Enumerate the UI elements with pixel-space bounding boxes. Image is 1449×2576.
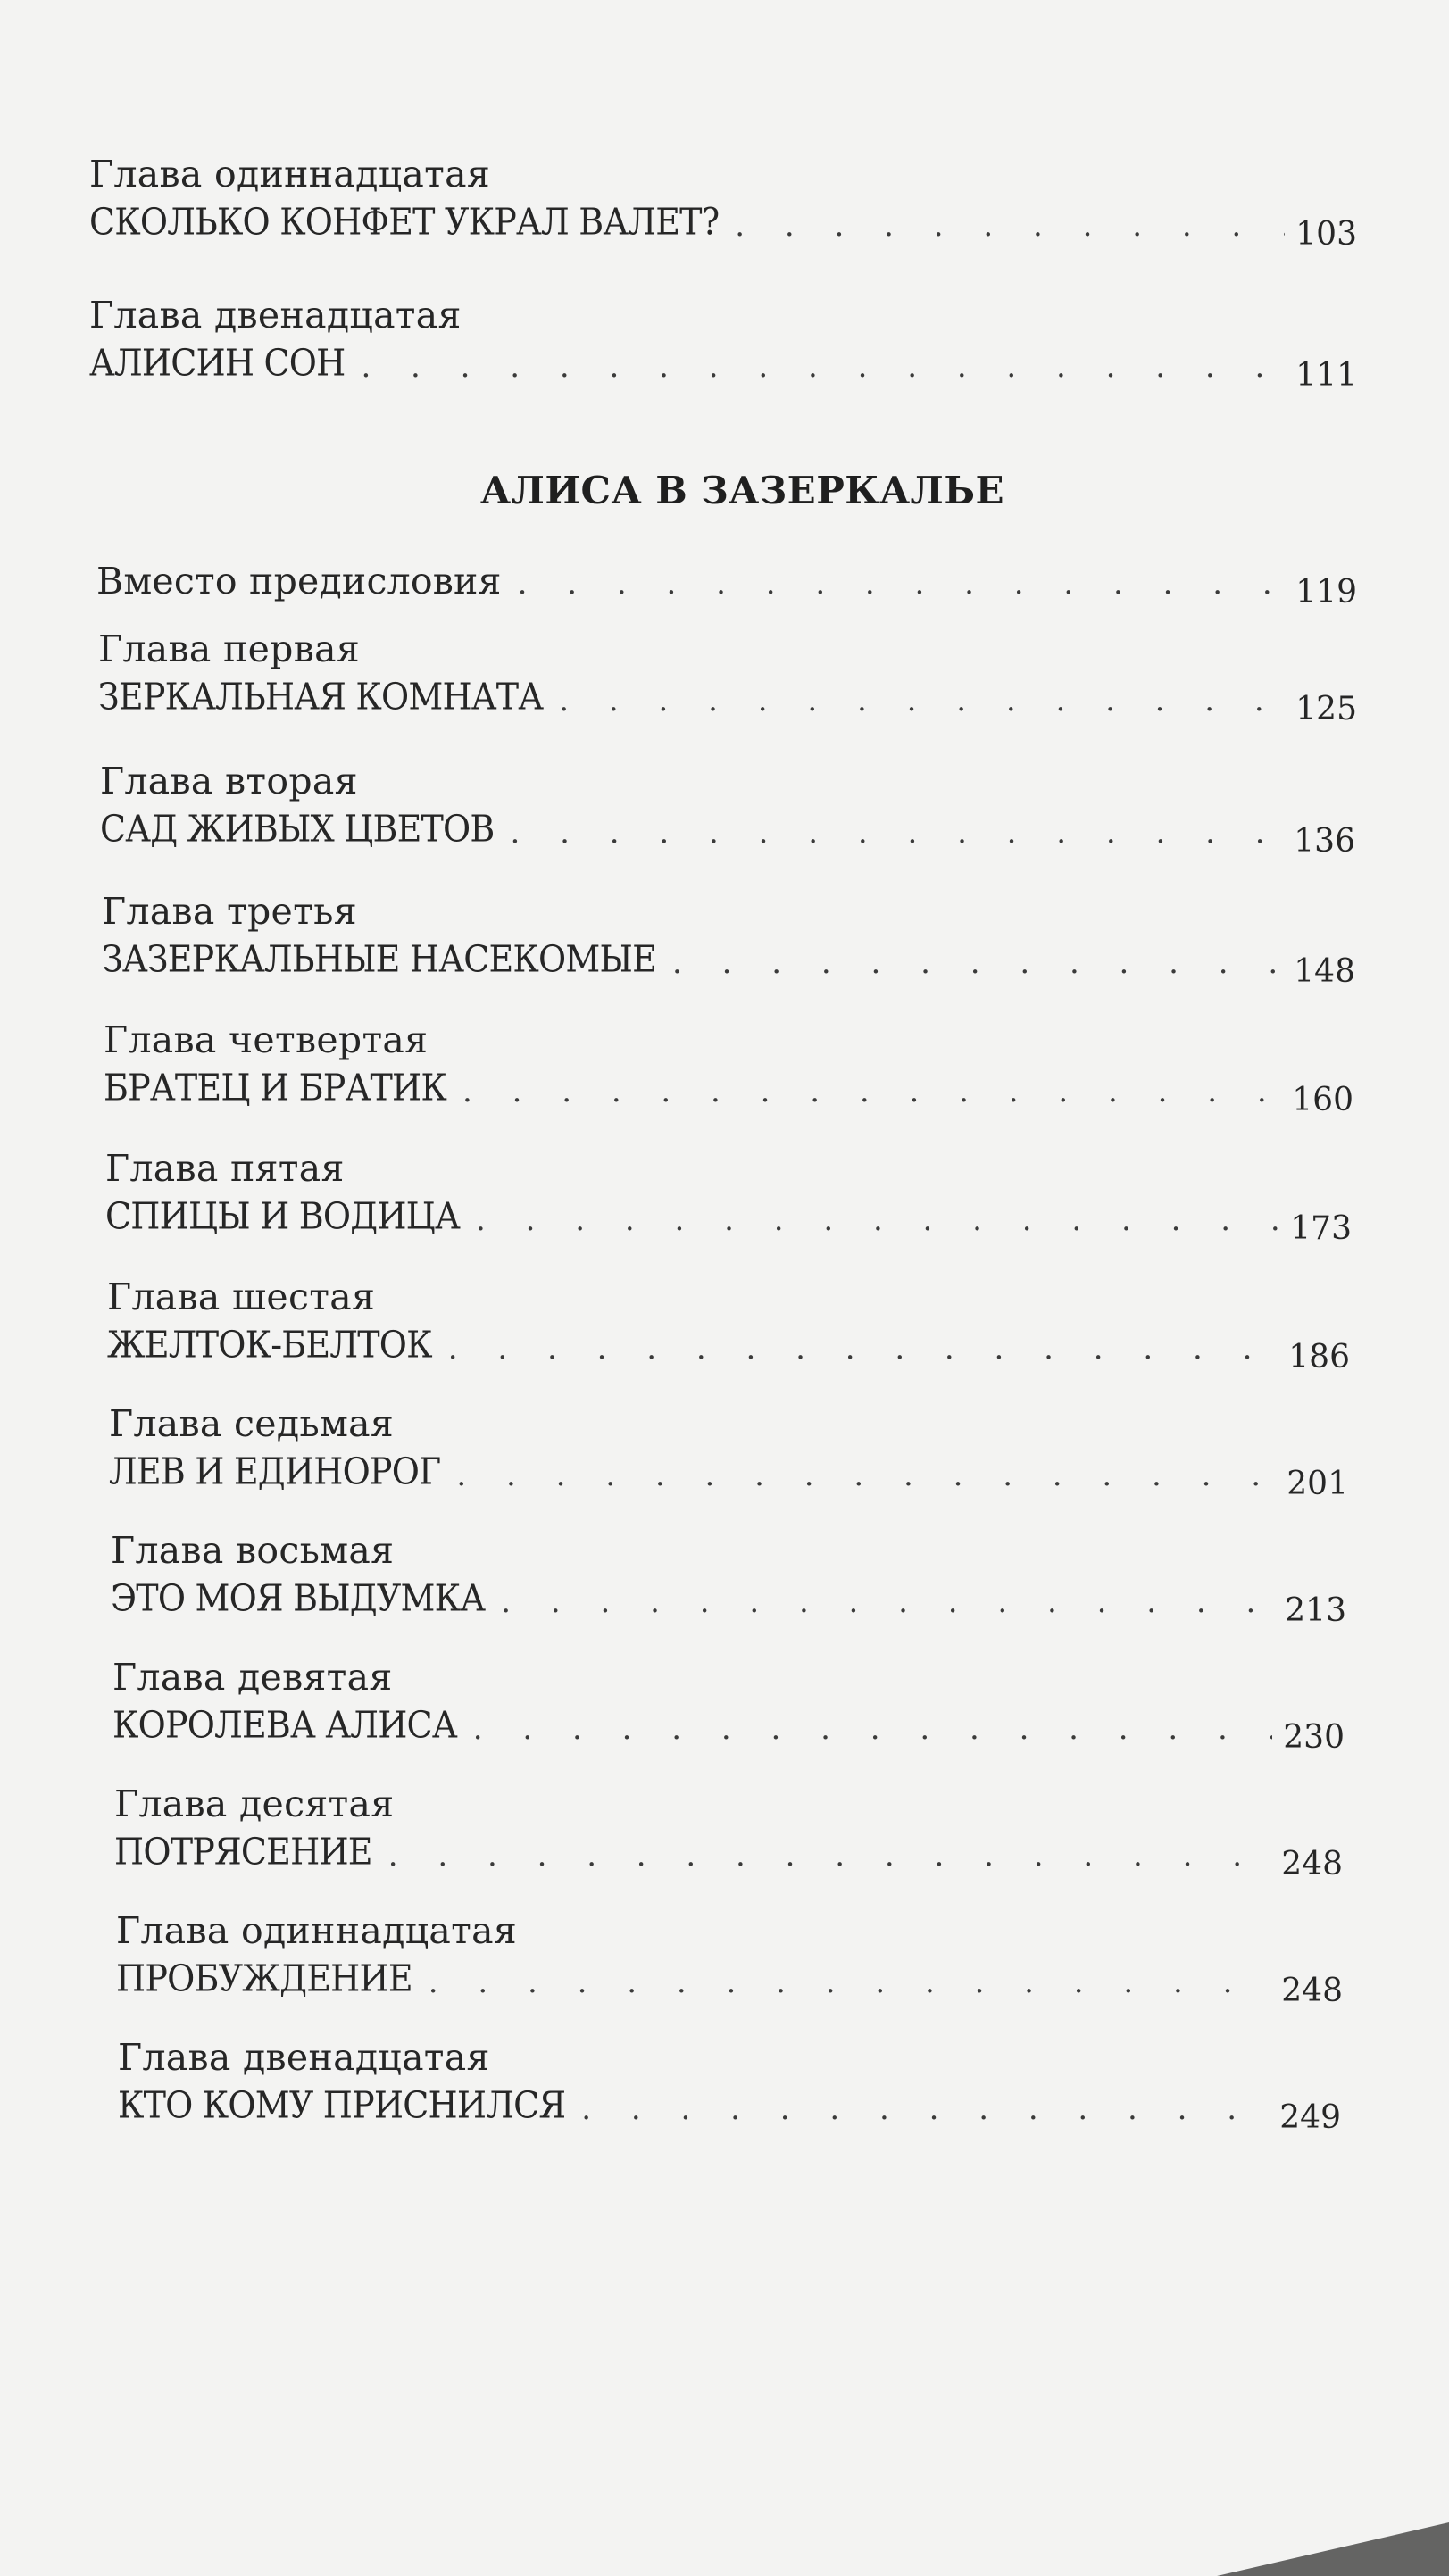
chapter-label: Глава третья <box>102 890 357 933</box>
page-number: 201 <box>1287 1466 1348 1502</box>
dot-leader <box>735 200 1285 252</box>
chapter-label: Глава шестая <box>107 1276 376 1318</box>
dot-leader <box>361 341 1285 393</box>
page-number: 111 <box>1295 357 1357 394</box>
toc-entry <box>105 1144 1352 1247</box>
chapter-label: Глава одиннадцатая <box>116 1909 517 1952</box>
dot-leader <box>476 1194 1279 1246</box>
chapter-title: САД ЖИВЫХ ЦВЕТОВ <box>100 807 495 851</box>
chapter-title: ЖЕЛТОК-БЕЛТОК <box>107 1323 432 1367</box>
toc-entry <box>114 1780 1343 1880</box>
toc-entry <box>89 150 1357 253</box>
toc-line <box>96 555 1357 611</box>
page-number: 249 <box>1279 2099 1341 2136</box>
page-number: 213 <box>1285 1592 1346 1629</box>
page-number: 160 <box>1292 1082 1353 1118</box>
page-number: 248 <box>1281 1973 1343 2009</box>
preface-title: Вместо предисловия <box>96 560 502 602</box>
toc-entry <box>118 2033 1341 2136</box>
page-number: 119 <box>1295 574 1357 611</box>
chapter-title: СПИЦЫ И ВОДИЦА <box>105 1194 461 1238</box>
toc-line <box>100 805 1355 860</box>
chapter-title: ПОТРЯСЕНИЕ <box>114 1830 372 1874</box>
chapter-label: Глава седьмая <box>109 1402 395 1445</box>
chapter-title: ЛЕВ И ЕДИНОРОГ <box>109 1450 441 1493</box>
chapter-title: ЗАЗЕРКАЛЬНЫЕ НАСЕКОМЫЕ <box>102 937 657 981</box>
dot-leader <box>388 1830 1271 1882</box>
chapter-label: Глава восьмая <box>111 1529 395 1572</box>
chapter-title: БРАТЕЦ И БРАТИК <box>104 1066 446 1109</box>
dot-leader <box>473 1703 1272 1755</box>
toc-line <box>118 2082 1341 2136</box>
toc-entry <box>98 625 1357 725</box>
toc-entry <box>100 757 1355 860</box>
dot-leader <box>462 1066 1281 1118</box>
toc-line <box>102 935 1355 990</box>
toc-line <box>111 1575 1346 1629</box>
page-number: 186 <box>1288 1339 1350 1375</box>
dot-leader <box>456 1450 1276 1501</box>
chapter-title: СКОЛЬКО КОНФЕТ УКРАЛ ВАЛЕТ? <box>89 200 720 244</box>
toc-line <box>116 1955 1343 2007</box>
dot-leader <box>518 558 1286 610</box>
dot-leader <box>429 1957 1270 2008</box>
chapter-label: Глава двенадцатая <box>118 2036 490 2079</box>
toc-entry <box>111 1526 1346 1629</box>
chapter-title: АЛИСИН СОН <box>89 341 346 385</box>
chapter-label: Глава первая <box>98 627 361 670</box>
dot-leader <box>581 2083 1269 2135</box>
dot-leader <box>448 1323 1278 1375</box>
toc-entry <box>104 1016 1353 1116</box>
chapter-label: Глава десятая <box>114 1782 395 1825</box>
toc-entry <box>107 1273 1350 1373</box>
page-number: 230 <box>1283 1719 1345 1756</box>
dot-leader <box>511 807 1284 859</box>
page-number: 125 <box>1295 691 1357 727</box>
page-number: 148 <box>1294 953 1355 990</box>
chapter-title: ПРОБУЖДЕНИЕ <box>116 1957 412 2000</box>
toc-entry <box>102 887 1355 990</box>
chapter-label: Глава одиннадцатая <box>89 153 490 195</box>
chapter-label: Глава двенадцатая <box>89 294 462 337</box>
toc-entry <box>89 291 1357 394</box>
toc-entry <box>109 1400 1348 1500</box>
toc-line <box>89 198 1357 253</box>
chapter-title: КТО КОМУ ПРИСНИЛСЯ <box>118 2083 566 2127</box>
chapter-label: Глава четвертая <box>104 1018 429 1061</box>
toc-line <box>107 1321 1350 1373</box>
toc-line <box>114 1828 1343 1880</box>
toc-entry-preface <box>96 555 1357 611</box>
chapter-label: Глава пятая <box>105 1147 345 1190</box>
chapter-title: ЭТО МОЯ ВЫДУМКА <box>111 1576 486 1620</box>
page-shadow <box>1217 2522 1449 2576</box>
toc-line <box>112 1701 1345 1756</box>
toc-line <box>105 1192 1352 1247</box>
dot-leader <box>559 675 1285 727</box>
toc-entry <box>112 1653 1345 1756</box>
chapter-title: ЗЕРКАЛЬНАЯ КОМНАТА <box>98 675 544 719</box>
toc-line <box>109 1448 1348 1500</box>
chapter-label: Глава девятая <box>112 1656 393 1699</box>
page-number: 136 <box>1294 823 1355 860</box>
page-number: 248 <box>1281 1846 1343 1882</box>
dot-leader <box>501 1576 1274 1628</box>
toc-line <box>104 1064 1353 1116</box>
chapter-label: Глава вторая <box>100 760 358 802</box>
section-heading: АЛИСА В ЗАЗЕРКАЛЬЕ <box>479 469 1004 512</box>
toc-line <box>89 339 1357 394</box>
chapter-title: КОРОЛЕВА АЛИСА <box>112 1703 457 1747</box>
page-number: 103 <box>1295 216 1357 253</box>
dot-leader <box>672 937 1283 989</box>
toc-line <box>98 673 1357 725</box>
toc-entry <box>116 1907 1343 2007</box>
page-number: 173 <box>1290 1210 1352 1247</box>
